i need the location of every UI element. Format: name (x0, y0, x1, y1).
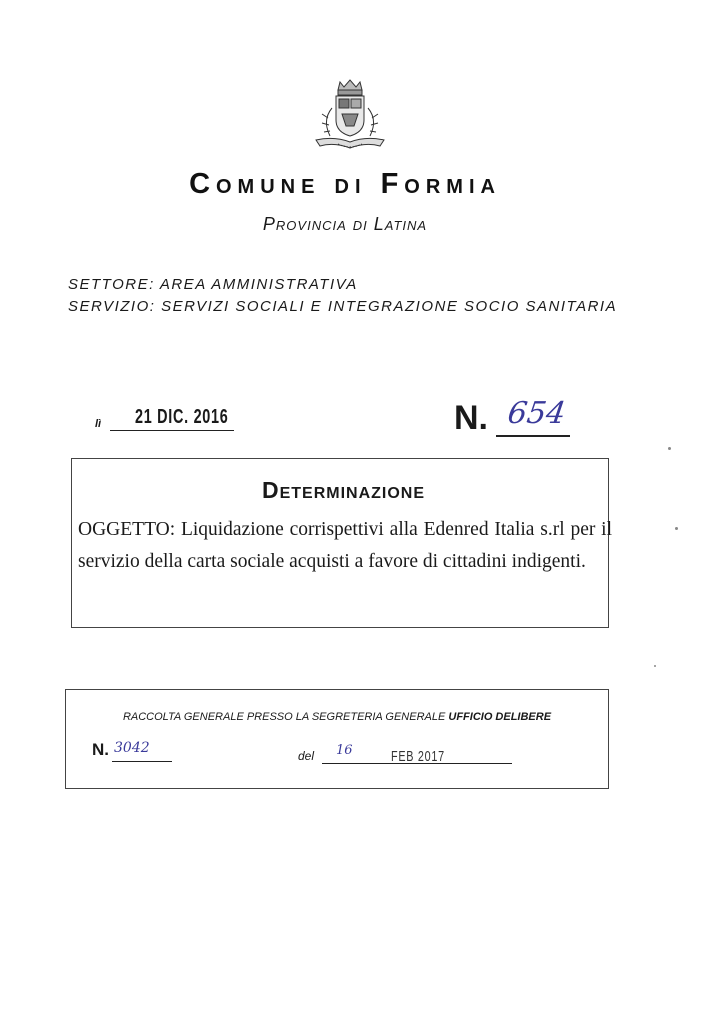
scan-speck (668, 447, 671, 450)
scan-speck (675, 527, 678, 530)
registry-number-label: N. (92, 740, 109, 759)
registry-number-underline (112, 761, 172, 762)
number-underline (496, 435, 570, 437)
municipal-crest-icon (308, 78, 392, 156)
municipality-title: Comune di Formia (189, 168, 501, 200)
registry-date-label: del (298, 749, 315, 763)
registry-office: UFFICIO DELIBERE (448, 711, 552, 723)
document-type-title: Determinazione (261, 477, 426, 503)
registry-header (65, 711, 609, 723)
province-subtitle: Provincia di Latina (262, 214, 428, 234)
date-prefix: lì (95, 418, 102, 430)
registry-date-stamp: FEB 2017 (391, 748, 445, 765)
registry-number-handwritten: 3042 (114, 740, 150, 756)
registry-header-text: RACCOLTA GENERALE PRESSO LA SEGRETERIA GENERALE (122, 711, 446, 723)
date-stamp: 21 DIC. 2016 (135, 406, 229, 428)
registry-box (65, 689, 609, 789)
department-sector: SETTORE: AREA AMMINISTRATIVA (68, 276, 358, 293)
scan-speck (654, 665, 656, 667)
department-service: SERVIZIO: SERVIZI SOCIALI E INTEGRAZIONE SOCIO SANITARIA (68, 298, 618, 315)
determination-number-handwritten: 654 (505, 396, 568, 431)
registry-day-handwritten: 16 (336, 743, 353, 758)
document-subject: OGGETTO: Liquidazione corrispettivi alla Edenred Italia s.rl per il servizio della carta sociale acquisti a favore di cittadini indigenti. (78, 519, 612, 572)
date-underline (110, 430, 234, 431)
determination-number-label: N. (454, 399, 488, 437)
